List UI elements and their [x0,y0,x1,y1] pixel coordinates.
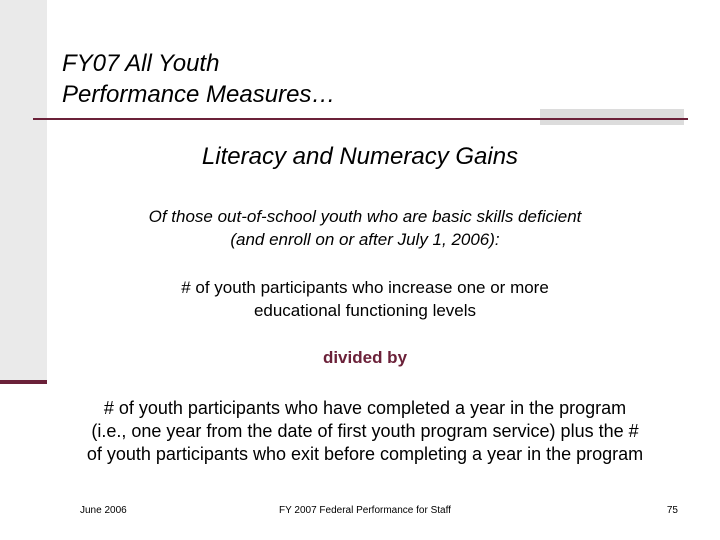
intro-text [0,205,720,251]
numerator-line-2: educational functioning levels [253,301,477,320]
denominator-line-2: (i.e., one year from the date of first youth program service) plus the # [91,421,639,441]
left-decorative-bar [0,0,47,383]
left-bar-accent-line [0,380,47,384]
footer-center-text: FY 2007 Federal Performance for Staff [279,505,451,516]
slide-title-line-1: FY07 All Youth [62,50,220,77]
slide-subtitle: Literacy and Numeracy Gains [201,143,519,170]
denominator-line-1: # of youth participants who have completed a year in the program [103,398,627,418]
slide-title-line-2: Performance Measures… [62,81,336,108]
numerator-text [0,276,720,322]
intro-line-1: Of those out-of-school youth who are basic skills deficient [148,207,582,226]
numerator-line-1: # of youth participants who increase one or more [181,278,549,297]
denominator-line-3: of youth participants who exit before completing a year in the program [86,444,644,464]
slide-title [62,48,335,110]
page-number: 75 [666,505,678,516]
title-rule [33,118,688,120]
title-rule-shadow-block [540,109,684,125]
footer-date: June 2006 [80,505,127,516]
intro-line-2: (and enroll on or after July 1, 2006): [230,230,500,249]
denominator-text [0,397,720,466]
divided-by-label: divided by [322,348,408,367]
